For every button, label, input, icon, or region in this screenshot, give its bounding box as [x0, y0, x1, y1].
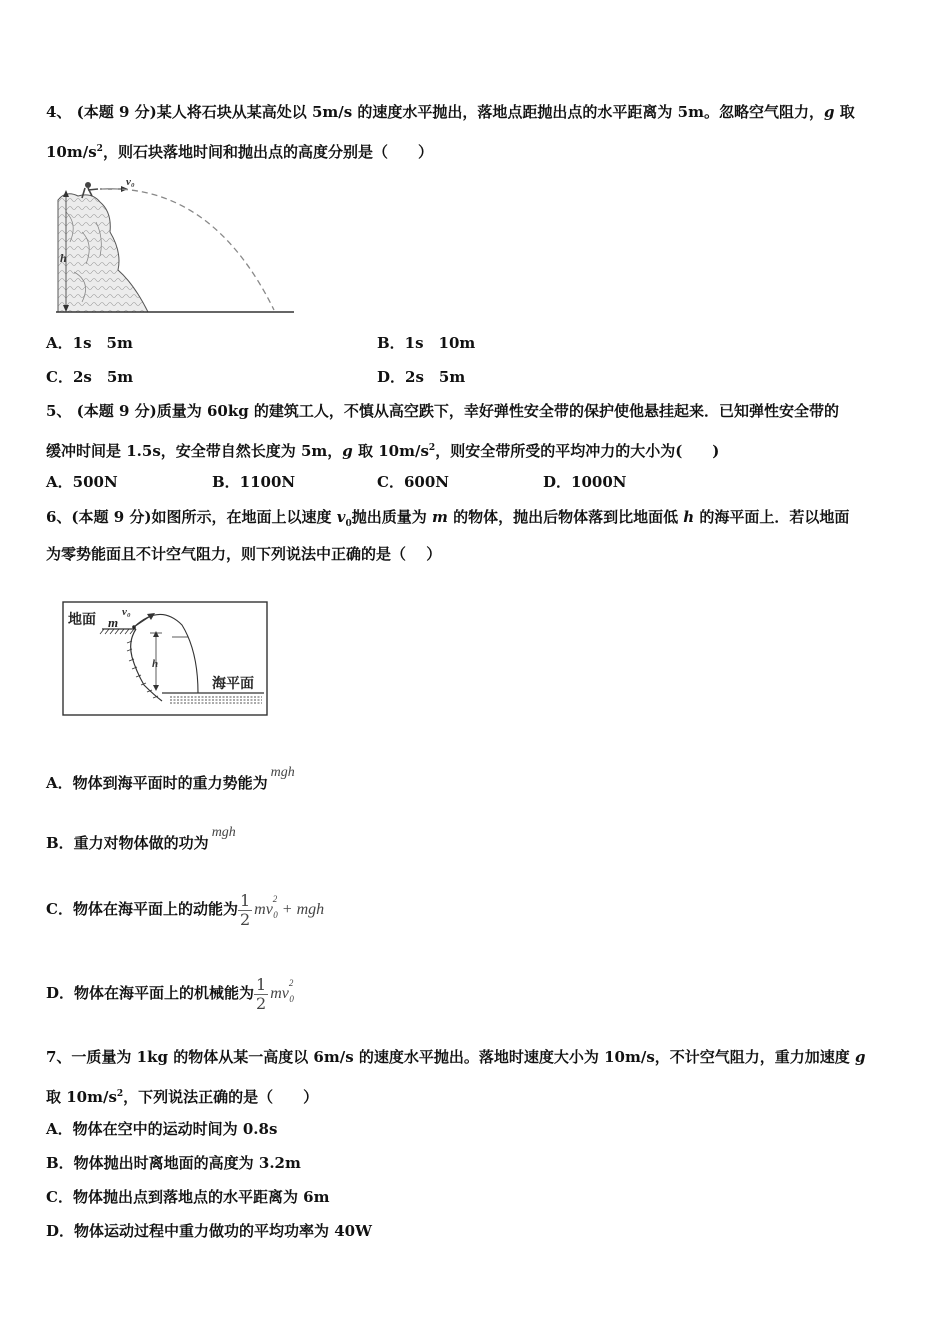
q5-stem-line1: 5、 (本题 9 分)质量为 60kg 的建筑工人，不慎从高空跌下，幸好弹性安全带的保护使他悬挂起来．已知弹性安全带的 — [46, 402, 839, 420]
fraction-half: $\frac{1}{2}$ — [256, 974, 267, 1013]
q4-option-b[interactable]: B．1s 10m — [377, 334, 476, 352]
height-label: h — [152, 658, 159, 670]
q6-option-b[interactable]: B．重力对物体做的功为mgh — [46, 825, 236, 852]
q6-option-d[interactable]: D．物体在海平面上的机械能为 $\frac{1}{2}$ $mv^2_0$ — [46, 974, 294, 1013]
sea-label: 海平面 — [212, 676, 254, 692]
velocity-label: v₀ — [122, 606, 131, 618]
q5-stem-line2: 缓冲时间是 1.5s，安全带自然长度为 5m，g 取 $10m/s^2$，则安全带所受的平均冲力的大小为( ) — [46, 442, 720, 460]
q7-option-a[interactable]: A．物体在空中的运动时间为 0.8s — [46, 1120, 278, 1138]
q7-stem-line2: 取 $10m/s^2$，下列说法正确的是（ ） — [46, 1088, 319, 1106]
q4-stem-line1: 4、 (本题 9 分)某人将石块从某高处以 5m/s 的速度水平抛出，落地点距抛出点的水平距离为 5m。忽略空气阻力，g 取 — [46, 103, 855, 121]
q4-stem-line2: $10m/s^2$，则石块落地时间和抛出点的高度分别是（ ） — [46, 143, 433, 161]
q7-stem-line1: 7、一质量为 1kg 的物体从某一高度以 6m/s 的速度水平抛出。落地时速度大小为 10m/s，不计空气阻力，重力加速度 g — [46, 1048, 866, 1066]
q4-option-c[interactable]: C．2s 5m — [46, 368, 134, 386]
q7-option-d[interactable]: D．物体运动过程中重力做功的平均功率为 40W — [46, 1222, 372, 1240]
height-label: h — [60, 251, 67, 265]
q5-option-b[interactable]: B．1100N — [212, 473, 296, 491]
mass-label: m — [108, 615, 119, 630]
q7-option-c[interactable]: C．物体抛出点到落地点的水平距离为 6m — [46, 1188, 330, 1206]
q6-sea-cliff-figure — [62, 601, 268, 716]
q7-option-b[interactable]: B．物体抛出时离地面的高度为 3.2m — [46, 1154, 301, 1172]
q6-stem-line2: 为零势能面且不计空气阻力，则下列说法中正确的是（ ） — [46, 545, 442, 563]
q4-option-a[interactable]: A．1s 5m — [46, 334, 133, 352]
q6-option-a[interactable]: A．物体到海平面时的重力势能为mgh — [46, 765, 295, 792]
ground-label: 地面 — [68, 612, 96, 628]
thrower — [85, 182, 91, 188]
q6-option-c[interactable]: C．物体在海平面上的动能为 $\frac{1}{2}$ $mv^2_0$ + mgh — [46, 890, 325, 929]
velocity-label: v₀ — [126, 176, 135, 188]
cliff-shape — [58, 194, 148, 312]
q5-option-c[interactable]: C．600N — [377, 473, 449, 491]
fraction-half: $\frac{1}{2}$ — [239, 890, 251, 929]
q5-option-d[interactable]: D．1000N — [543, 473, 627, 491]
q4-cliff-figure — [52, 172, 300, 316]
q6-stem-line1: 6、(本题 9 分)如图所示，在地面上以速度 $v_0$抛出质量为 m 的物体，抛出后物体落到比地面低 h 的海平面上．若以地面 — [46, 508, 850, 529]
q5-option-a[interactable]: A．500N — [46, 473, 118, 491]
q4-option-d[interactable]: D．2s 5m — [377, 368, 466, 386]
